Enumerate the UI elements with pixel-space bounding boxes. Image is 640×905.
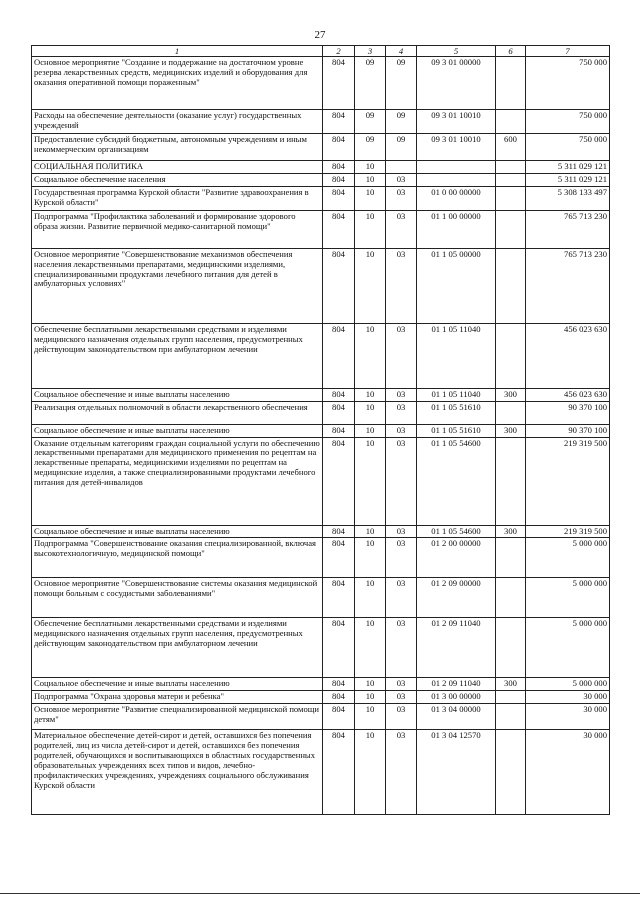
table-row [32,323,610,388]
row-code-section: 09 [355,110,386,134]
header-col-3: 3 [355,46,386,57]
header-col-6: 6 [496,46,526,57]
row-code-ministry: 804 [323,210,355,248]
row-code-section: 10 [355,618,386,678]
row-code-expense-type [496,173,526,186]
row-code-expense-type [496,210,526,248]
row-code-ministry: 804 [323,538,355,578]
row-code-target: 01 1 00 00000 [417,210,496,248]
row-code-expense-type [496,730,526,815]
row-code-subsection: 03 [386,424,417,437]
row-code-target: 01 2 09 11040 [417,618,496,678]
row-name: Материальное обеспечение детей-сирот и детей, оставшихся без попечения родителей, лиц из числа детей-сирот и детей, оставшихся без попечения родителей, обучающихся и воспитывающихся в областных государственных образовательных учреждениях всех типов и видов, лечебно-профилактических учреждениях, учреждениях социального обслуживания Курской области [32,730,323,815]
row-code-expense-type [496,691,526,704]
row-code-subsection: 03 [386,210,417,248]
row-code-target: 01 1 05 51610 [417,401,496,424]
row-code-subsection: 03 [386,388,417,401]
table-row [32,730,610,815]
row-name: Социальное обеспечение и иные выплаты населению [32,678,323,691]
row-code-expense-type: 300 [496,525,526,538]
row-code-target: 01 1 05 51610 [417,424,496,437]
row-amount: 765 713 230 [526,248,610,323]
row-amount: 5 000 000 [526,678,610,691]
row-name: Расходы на обеспечение деятельности (оказание услуг) государственных учреждений [32,110,323,134]
row-code-section: 10 [355,525,386,538]
row-code-target: 01 1 05 54600 [417,437,496,525]
row-amount: 765 713 230 [526,210,610,248]
row-name: Предоставление субсидий бюджетным, автономным учреждениям и иным некоммерческим организациям [32,134,323,161]
row-code-expense-type [496,704,526,730]
row-code-expense-type: 300 [496,424,526,437]
row-code-expense-type: 300 [496,388,526,401]
row-amount: 219 319 500 [526,437,610,525]
row-name: Основное мероприятие "Создание и поддержание на достаточном уровне резерва лекарственных средств, медицинских изделий и оборудования для оказания оперативной помощи пораженным" [32,57,323,110]
row-code-section: 10 [355,678,386,691]
row-code-subsection [386,161,417,174]
row-code-expense-type: 300 [496,678,526,691]
row-amount: 90 370 100 [526,424,610,437]
row-amount: 5 311 029 121 [526,161,610,174]
row-code-subsection: 03 [386,323,417,388]
table-row [32,437,610,525]
row-code-section: 10 [355,173,386,186]
row-name: Государственная программа Курской области "Развитие здравоохранения в Курской области" [32,186,323,210]
header-col-2: 2 [323,46,355,57]
row-code-ministry: 804 [323,730,355,815]
row-code-ministry: 804 [323,323,355,388]
table-row [32,248,610,323]
row-code-target: 01 3 04 00000 [417,704,496,730]
row-amount: 5 311 029 121 [526,173,610,186]
row-code-expense-type [496,618,526,678]
table-row [32,618,610,678]
row-code-ministry: 804 [323,618,355,678]
table-row [32,525,610,538]
row-name: СОЦИАЛЬНАЯ ПОЛИТИКА [32,161,323,174]
row-code-target: 01 3 04 12570 [417,730,496,815]
row-code-section: 10 [355,704,386,730]
row-code-ministry: 804 [323,704,355,730]
row-code-subsection: 03 [386,525,417,538]
row-code-target: 01 3 00 00000 [417,691,496,704]
row-code-expense-type: 600 [496,134,526,161]
row-amount: 456 023 630 [526,323,610,388]
row-code-target: 01 2 09 00000 [417,578,496,618]
row-code-target: 01 0 00 00000 [417,186,496,210]
table-row [32,161,610,174]
row-code-ministry: 804 [323,161,355,174]
row-code-ministry: 804 [323,401,355,424]
row-code-ministry: 804 [323,691,355,704]
row-code-section: 10 [355,401,386,424]
table-row [32,210,610,248]
row-code-target: 01 1 05 54600 [417,525,496,538]
row-code-target [417,173,496,186]
row-code-subsection: 03 [386,401,417,424]
row-code-expense-type [496,248,526,323]
table-row [32,578,610,618]
row-amount: 30 000 [526,704,610,730]
row-code-expense-type [496,57,526,110]
table-row [32,134,610,161]
page-bottom-edge [0,893,640,894]
row-code-section: 10 [355,210,386,248]
row-code-target: 01 1 05 11040 [417,323,496,388]
row-code-subsection: 09 [386,57,417,110]
row-name: Основное мероприятие "Развитие специализированной медицинской помощи детям" [32,704,323,730]
row-name: Оказание отдельным категориям граждан социальной услуги по обеспечению лекарственными препаратами для медицинского применения по рецептам на лекарственные препараты, медицинскими изделиями по рецептам на медицинские изделия, а также специализированными продуктами лечебного питания для детей-инвалидов [32,437,323,525]
row-amount: 90 370 100 [526,401,610,424]
row-code-expense-type [496,186,526,210]
row-code-section: 10 [355,388,386,401]
row-name: Обеспечение бесплатными лекарственными средствами и изделиями медицинского назначения отдельных групп населения, предусмотренных действующим законодательством при амбулаторном лечении [32,618,323,678]
row-code-expense-type [496,437,526,525]
row-code-subsection: 03 [386,538,417,578]
row-code-expense-type [496,538,526,578]
row-code-subsection: 09 [386,134,417,161]
row-code-ministry: 804 [323,678,355,691]
row-code-section: 09 [355,134,386,161]
row-code-ministry: 804 [323,57,355,110]
row-code-section: 10 [355,578,386,618]
table-row [32,538,610,578]
row-amount: 219 319 500 [526,525,610,538]
table-row [32,57,610,110]
table-header-row [32,46,610,57]
row-code-ministry: 804 [323,248,355,323]
row-code-expense-type [496,161,526,174]
row-code-section: 10 [355,730,386,815]
row-code-subsection: 09 [386,110,417,134]
row-code-section: 10 [355,437,386,525]
row-code-expense-type [496,401,526,424]
page-number: 27 [314,29,326,41]
row-code-subsection: 03 [386,248,417,323]
row-code-ministry: 804 [323,186,355,210]
table-row [32,424,610,437]
row-name: Социальное обеспечение и иные выплаты населению [32,525,323,538]
table-row [32,401,610,424]
row-amount: 750 000 [526,134,610,161]
table-row [32,678,610,691]
row-amount: 5 000 000 [526,538,610,578]
row-amount: 750 000 [526,110,610,134]
table-row [32,173,610,186]
row-code-expense-type [496,323,526,388]
row-name: Обеспечение бесплатными лекарственными средствами и изделиями медицинского назначения отдельных групп населения, предусмотренных действующим законодательством при амбулаторном лечении [32,323,323,388]
row-code-ministry: 804 [323,525,355,538]
budget-table [31,45,610,815]
row-code-target: 09 3 01 00000 [417,57,496,110]
row-name: Подпрограмма "Совершенствование оказания специализированной, включая высокотехнологичную, медицинской помощи" [32,538,323,578]
row-name: Социальное обеспечение населения [32,173,323,186]
row-code-expense-type [496,578,526,618]
row-code-target: 01 2 09 11040 [417,678,496,691]
row-code-target: 09 3 01 10010 [417,134,496,161]
table-row [32,704,610,730]
row-amount: 750 000 [526,57,610,110]
row-name: Основное мероприятие "Совершенствование системы оказания медицинской помощи больным с сосудистыми заболеваниями" [32,578,323,618]
row-code-ministry: 804 [323,110,355,134]
header-col-4: 4 [386,46,417,57]
table-row [32,691,610,704]
row-code-section: 10 [355,161,386,174]
row-amount: 5 000 000 [526,618,610,678]
row-code-target [417,161,496,174]
row-code-subsection: 03 [386,437,417,525]
row-code-target: 01 1 05 11040 [417,388,496,401]
row-code-ministry: 804 [323,134,355,161]
header-col-7: 7 [526,46,610,57]
header-col-1: 1 [32,46,323,57]
row-code-ministry: 804 [323,173,355,186]
row-amount: 5 000 000 [526,578,610,618]
row-code-section: 10 [355,248,386,323]
row-code-section: 10 [355,186,386,210]
row-code-subsection: 03 [386,704,417,730]
row-name: Социальное обеспечение и иные выплаты населению [32,424,323,437]
row-code-subsection: 03 [386,173,417,186]
row-code-section: 09 [355,57,386,110]
row-amount: 30 000 [526,691,610,704]
row-code-ministry: 804 [323,578,355,618]
row-code-expense-type [496,110,526,134]
row-code-subsection: 03 [386,618,417,678]
row-name: Социальное обеспечение и иные выплаты населению [32,388,323,401]
row-code-section: 10 [355,538,386,578]
row-code-subsection: 03 [386,730,417,815]
table-row [32,186,610,210]
row-amount: 5 308 133 497 [526,186,610,210]
row-code-subsection: 03 [386,691,417,704]
row-code-section: 10 [355,424,386,437]
row-code-ministry: 804 [323,388,355,401]
row-code-subsection: 03 [386,186,417,210]
row-code-ministry: 804 [323,437,355,525]
row-code-section: 10 [355,691,386,704]
row-code-target: 01 2 00 00000 [417,538,496,578]
row-name: Подпрограмма "Охрана здоровья матери и ребенка" [32,691,323,704]
row-code-target: 01 1 05 00000 [417,248,496,323]
row-name: Основное мероприятие "Совершенствование механизмов обеспечения населения лекарственными препаратами, медицинскими изделиями, специализированными продуктами лечебного питания для детей в амбулаторных условиях" [32,248,323,323]
row-code-subsection: 03 [386,578,417,618]
row-code-section: 10 [355,323,386,388]
row-name: Подпрограмма "Профилактика заболеваний и формирование здорового образа жизни. Развитие первичной медико-санитарной помощи" [32,210,323,248]
row-amount: 456 023 630 [526,388,610,401]
header-col-5: 5 [417,46,496,57]
row-code-ministry: 804 [323,424,355,437]
table-row [32,110,610,134]
row-code-subsection: 03 [386,678,417,691]
table-row [32,388,610,401]
row-amount: 30 000 [526,730,610,815]
row-name: Реализация отдельных полномочий в области лекарственного обеспечения [32,401,323,424]
row-code-target: 09 3 01 10010 [417,110,496,134]
